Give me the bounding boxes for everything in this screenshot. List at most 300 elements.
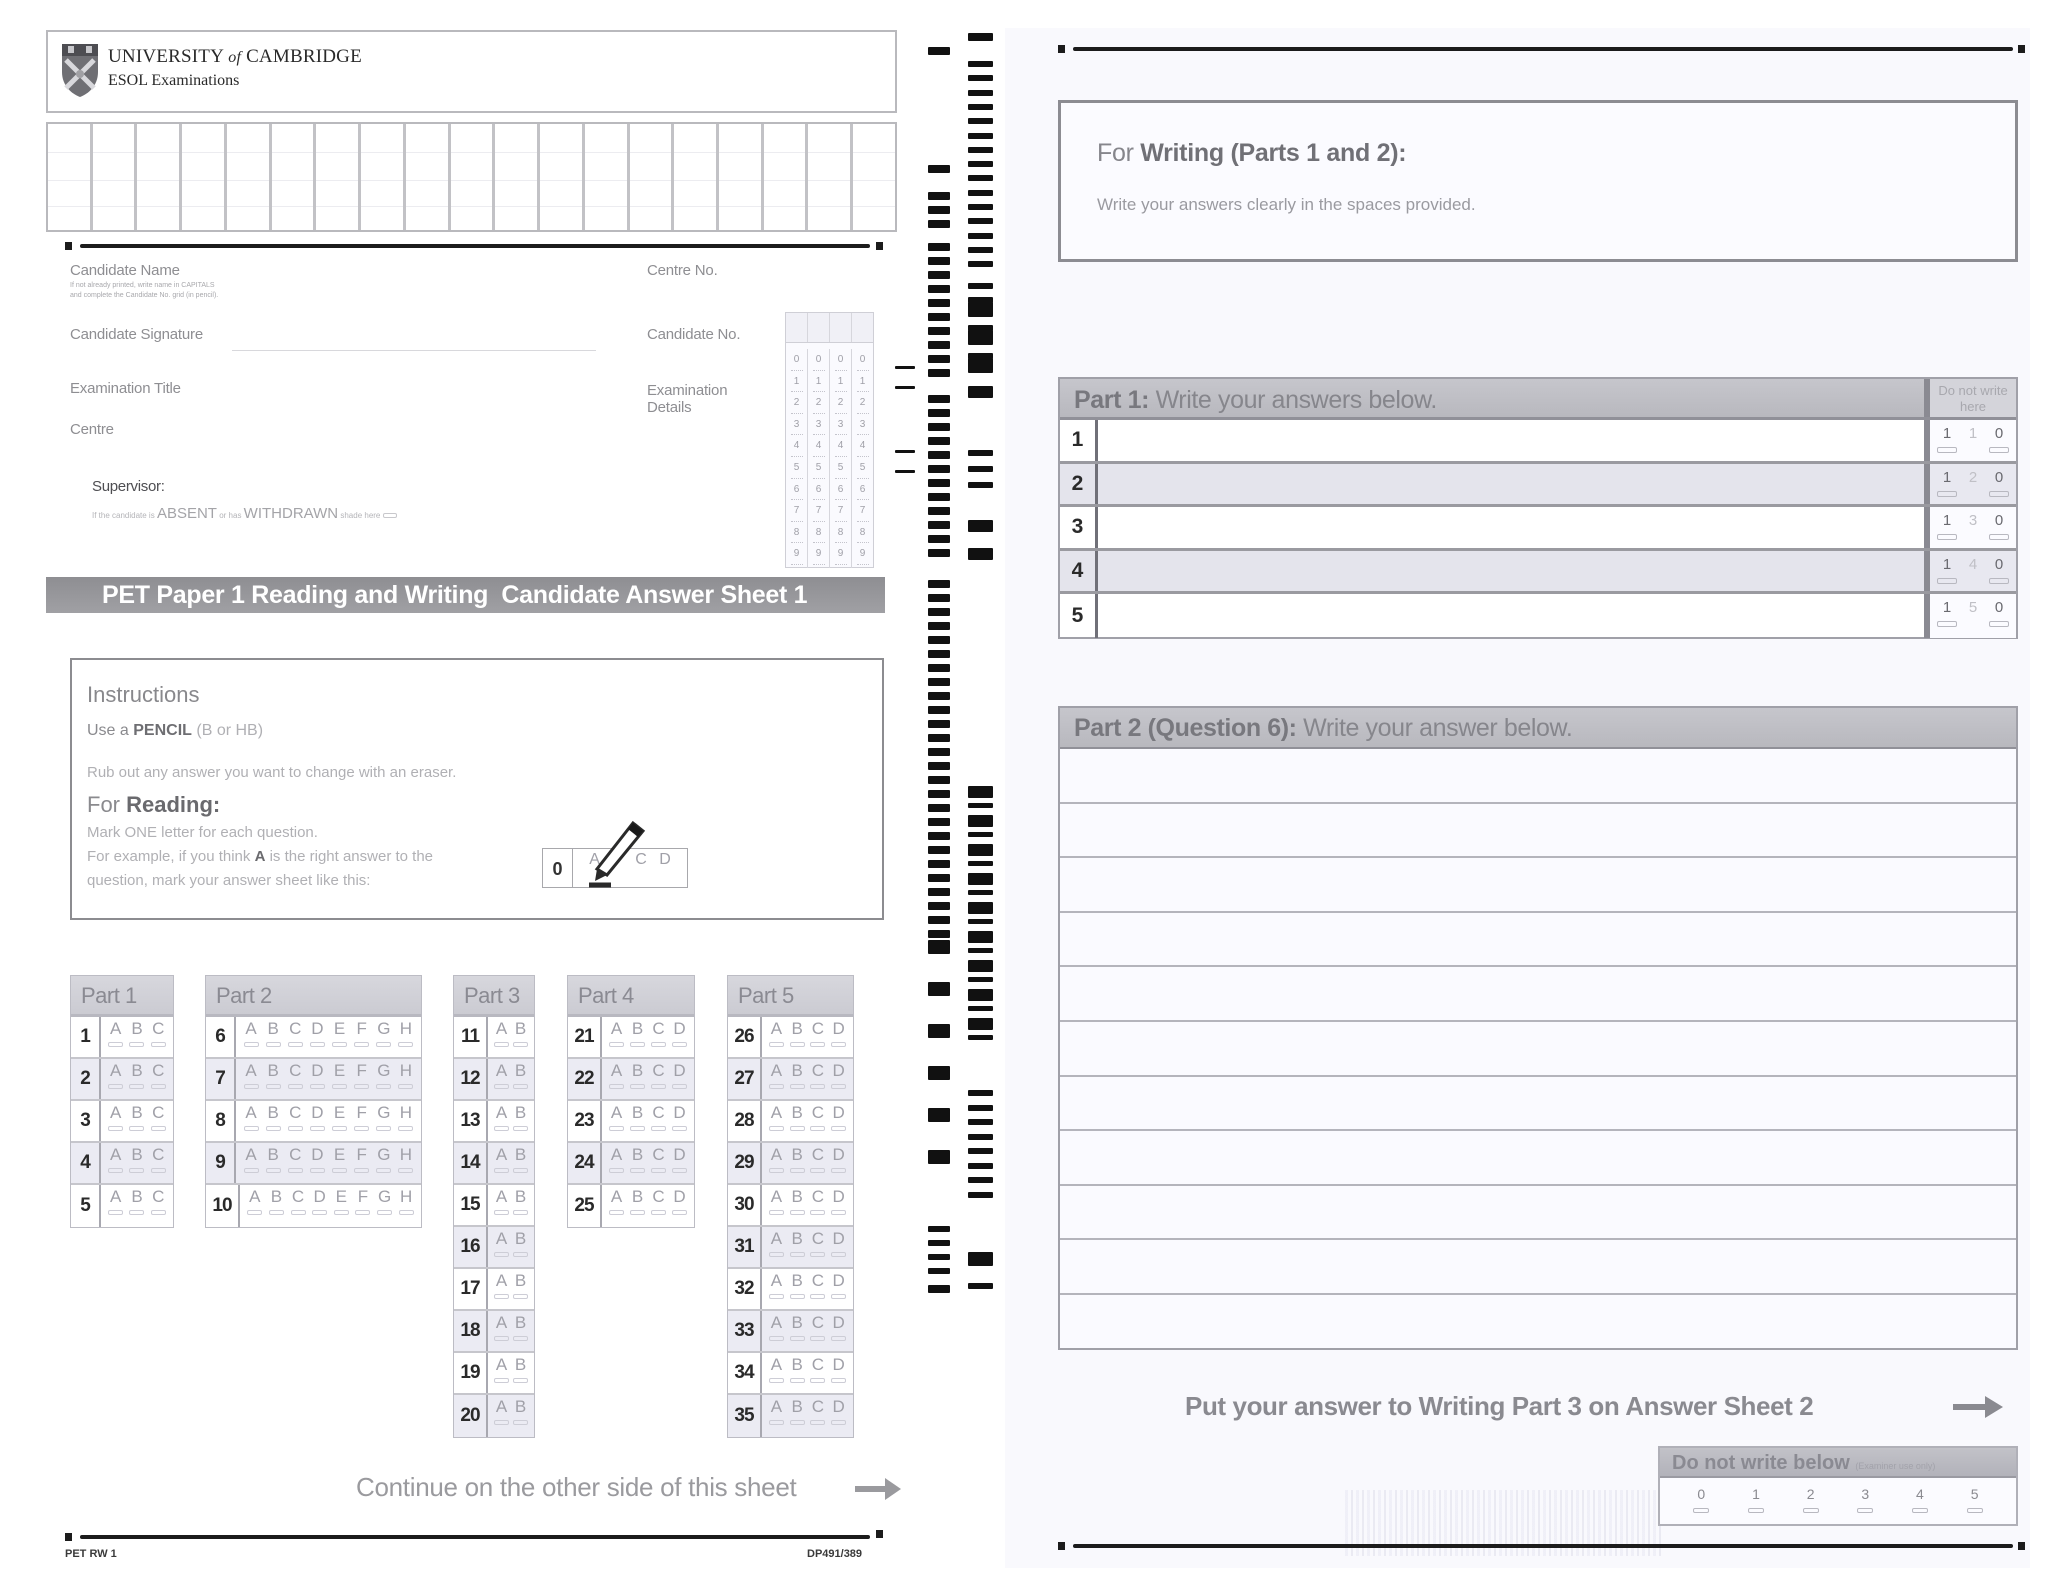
lozenge-mark[interactable]	[129, 1042, 144, 1047]
writing-answer-field[interactable]	[1098, 551, 1924, 592]
candidate-digit-lozenge[interactable]: 3	[835, 414, 847, 436]
lozenge-mark[interactable]	[1803, 1508, 1819, 1513]
answer-option-lozenge[interactable]	[513, 1062, 528, 1099]
lozenge-mark[interactable]	[108, 1084, 123, 1089]
answer-option-lozenge[interactable]	[769, 1188, 784, 1225]
candidate-digit-lozenge[interactable]: 6	[813, 479, 825, 501]
lozenge-mark[interactable]	[332, 1126, 347, 1131]
lozenge-mark[interactable]	[266, 1084, 281, 1089]
lozenge-mark[interactable]	[151, 1210, 166, 1215]
candidate-digit-lozenge[interactable]: 3	[791, 414, 803, 436]
answer-option-lozenge[interactable]	[831, 1188, 846, 1225]
lozenge-mark[interactable]	[310, 1042, 325, 1047]
writing-answer-field[interactable]	[1098, 594, 1924, 638]
examiner-mark[interactable]: 3	[1968, 512, 1978, 529]
lozenge-mark[interactable]	[609, 1084, 624, 1089]
examiner-score-mark[interactable]: 5	[1967, 1486, 1983, 1513]
answer-option-lozenge[interactable]	[513, 1230, 528, 1267]
candidate-digit-lozenge[interactable]: 2	[857, 392, 869, 414]
answer-option-lozenge[interactable]	[376, 1020, 391, 1057]
answer-option-lozenge[interactable]	[630, 1020, 645, 1057]
lozenge-mark[interactable]	[513, 1084, 528, 1089]
examiner-mark[interactable]: 5	[1968, 599, 1978, 616]
lozenge-mark[interactable]	[376, 1042, 391, 1047]
answer-option-lozenge[interactable]	[651, 1020, 666, 1057]
lozenge-mark[interactable]	[810, 1420, 825, 1425]
lozenge-mark[interactable]	[831, 1126, 846, 1131]
lozenge-mark[interactable]	[288, 1042, 303, 1047]
candidate-digit-lozenge[interactable]: 5	[813, 457, 825, 479]
answer-option-lozenge[interactable]	[288, 1104, 303, 1141]
answer-option-lozenge[interactable]	[288, 1020, 303, 1057]
candidate-digit-lozenge[interactable]: 9	[835, 543, 847, 565]
answer-option-lozenge[interactable]	[310, 1062, 325, 1099]
lozenge-mark[interactable]	[288, 1168, 303, 1173]
lozenge-mark[interactable]	[769, 1126, 784, 1131]
answer-option-lozenge[interactable]	[334, 1188, 349, 1227]
answer-option-lozenge[interactable]	[672, 1104, 687, 1141]
examiner-mark[interactable]: 0	[1989, 557, 2009, 592]
candidate-digit-lozenge[interactable]: 2	[791, 392, 803, 414]
lozenge-mark[interactable]	[790, 1084, 805, 1089]
lozenge-mark[interactable]	[769, 1168, 784, 1173]
lozenge-mark[interactable]	[810, 1042, 825, 1047]
answer-option-lozenge[interactable]	[398, 1062, 413, 1099]
examiner-score-mark[interactable]: 4	[1912, 1486, 1928, 1513]
answer-option-lozenge[interactable]	[810, 1146, 825, 1183]
lozenge-mark[interactable]	[494, 1336, 509, 1341]
lozenge-mark[interactable]	[513, 1378, 528, 1383]
candidate-digit-lozenge[interactable]: 7	[813, 500, 825, 522]
candidate-digit-lozenge[interactable]: 1	[835, 371, 847, 393]
writing-answer-line[interactable]	[1060, 967, 2016, 1022]
lozenge-mark[interactable]	[269, 1210, 284, 1215]
lozenge-mark[interactable]	[1967, 1508, 1983, 1513]
candidate-digit-lozenge[interactable]: 3	[857, 414, 869, 436]
answer-option-lozenge[interactable]	[790, 1398, 805, 1437]
answer-option-lozenge[interactable]	[288, 1146, 303, 1183]
lozenge-mark[interactable]	[151, 1042, 166, 1047]
answer-option-lozenge[interactable]	[108, 1188, 123, 1227]
lozenge-mark[interactable]	[790, 1042, 805, 1047]
answer-option-lozenge[interactable]	[513, 1146, 528, 1183]
candidate-digit-lozenge[interactable]: 0	[835, 349, 847, 371]
answer-option-lozenge[interactable]	[398, 1020, 413, 1057]
candidate-digit-lozenge[interactable]: 1	[813, 371, 825, 393]
answer-option-lozenge[interactable]	[244, 1020, 259, 1057]
candidate-digit-lozenge[interactable]: 5	[857, 457, 869, 479]
writing-answer-line[interactable]	[1060, 858, 2016, 913]
candidate-digit-lozenge[interactable]: 4	[791, 435, 803, 457]
answer-option-lozenge[interactable]	[494, 1272, 509, 1309]
lozenge-mark[interactable]	[513, 1210, 528, 1215]
lozenge-mark[interactable]	[513, 1168, 528, 1173]
examiner-score-mark[interactable]: 2	[1803, 1486, 1819, 1513]
lozenge-mark[interactable]	[769, 1336, 784, 1341]
answer-option-lozenge[interactable]	[513, 1104, 528, 1141]
lozenge-mark[interactable]	[266, 1042, 281, 1047]
candidate-digit-lozenge[interactable]: 7	[835, 500, 847, 522]
lozenge-mark[interactable]	[355, 1210, 370, 1215]
candidate-digit-lozenge[interactable]: 6	[835, 479, 847, 501]
lozenge-mark[interactable]	[494, 1084, 509, 1089]
candidate-digit-lozenge[interactable]: 7	[791, 500, 803, 522]
lozenge-mark[interactable]	[376, 1168, 391, 1173]
answer-option-lozenge[interactable]	[831, 1062, 846, 1099]
lozenge-mark[interactable]	[1937, 447, 1957, 453]
lozenge-mark[interactable]	[334, 1210, 349, 1215]
answer-option-lozenge[interactable]	[672, 1188, 687, 1227]
writing-answer-line[interactable]	[1060, 1131, 2016, 1186]
lozenge-mark[interactable]	[494, 1252, 509, 1257]
answer-option-lozenge[interactable]	[310, 1104, 325, 1141]
answer-option-lozenge[interactable]	[651, 1104, 666, 1141]
lozenge-mark[interactable]	[790, 1378, 805, 1383]
writing-answer-field[interactable]	[1098, 420, 1924, 461]
lozenge-mark[interactable]	[244, 1042, 259, 1047]
candidate-digit-lozenge[interactable]: 4	[835, 435, 847, 457]
lozenge-mark[interactable]	[609, 1210, 624, 1215]
answer-option-lozenge[interactable]	[108, 1146, 123, 1183]
candidate-digit-lozenge[interactable]: 9	[813, 543, 825, 565]
answer-option-lozenge[interactable]	[769, 1356, 784, 1393]
lozenge-mark[interactable]	[769, 1042, 784, 1047]
answer-option-lozenge[interactable]	[769, 1062, 784, 1099]
answer-option-lozenge[interactable]	[288, 1062, 303, 1099]
answer-option-lozenge[interactable]	[810, 1272, 825, 1309]
answer-option-lozenge[interactable]	[494, 1398, 509, 1437]
lozenge-mark[interactable]	[399, 1210, 414, 1215]
lozenge-mark[interactable]	[769, 1210, 784, 1215]
lozenge-mark[interactable]	[630, 1210, 645, 1215]
answer-option-lozenge[interactable]	[790, 1020, 805, 1057]
writing-answer-line[interactable]	[1060, 804, 2016, 859]
answer-option-lozenge[interactable]	[810, 1020, 825, 1057]
answer-option-lozenge[interactable]	[266, 1104, 281, 1141]
writing-answer-line[interactable]	[1060, 1186, 2016, 1241]
writing-answer-line[interactable]	[1060, 1295, 2016, 1350]
answer-option-lozenge[interactable]	[831, 1020, 846, 1057]
lozenge-mark[interactable]	[129, 1210, 144, 1215]
lozenge-mark[interactable]	[831, 1168, 846, 1173]
lozenge-mark[interactable]	[790, 1168, 805, 1173]
examiner-score-mark[interactable]: 3	[1857, 1486, 1873, 1513]
answer-option-lozenge[interactable]	[651, 1188, 666, 1227]
answer-option-lozenge[interactable]	[266, 1062, 281, 1099]
answer-option-lozenge[interactable]	[494, 1314, 509, 1351]
lozenge-mark[interactable]	[310, 1126, 325, 1131]
candidate-digit-lozenge[interactable]: 1	[857, 371, 869, 393]
candidate-digit-lozenge[interactable]: 0	[813, 349, 825, 371]
answer-option-lozenge[interactable]	[494, 1356, 509, 1393]
answer-option-lozenge[interactable]	[769, 1272, 784, 1309]
answer-option-lozenge[interactable]	[769, 1314, 784, 1351]
lozenge-mark[interactable]	[398, 1042, 413, 1047]
lozenge-mark[interactable]	[630, 1084, 645, 1089]
writing-answer-line[interactable]	[1060, 749, 2016, 804]
answer-option-lozenge[interactable]	[831, 1314, 846, 1351]
answer-option-lozenge[interactable]	[269, 1188, 284, 1227]
lozenge-mark[interactable]	[810, 1378, 825, 1383]
examiner-mark[interactable]: 0	[1989, 426, 2009, 461]
candidate-digit-lozenge[interactable]: 4	[857, 435, 869, 457]
lozenge-mark[interactable]	[129, 1126, 144, 1131]
lozenge-mark[interactable]	[494, 1420, 509, 1425]
lozenge-mark[interactable]	[494, 1126, 509, 1131]
answer-option-lozenge[interactable]	[129, 1188, 144, 1227]
lozenge-mark[interactable]	[769, 1378, 784, 1383]
answer-option-lozenge[interactable]	[672, 1146, 687, 1183]
answer-option-lozenge[interactable]	[513, 1272, 528, 1309]
answer-option-lozenge[interactable]	[630, 1188, 645, 1227]
lozenge-mark[interactable]	[494, 1210, 509, 1215]
lozenge-mark[interactable]	[831, 1084, 846, 1089]
answer-option-lozenge[interactable]	[810, 1104, 825, 1141]
answer-option-lozenge[interactable]	[630, 1062, 645, 1099]
lozenge-mark[interactable]	[310, 1084, 325, 1089]
candidate-digit-lozenge[interactable]: 0	[791, 349, 803, 371]
lozenge-mark[interactable]	[151, 1084, 166, 1089]
examiner-mark[interactable]: 2	[1968, 468, 1978, 486]
lozenge-mark[interactable]	[651, 1084, 666, 1089]
lozenge-mark[interactable]	[354, 1168, 369, 1173]
lozenge-mark[interactable]	[1937, 621, 1957, 627]
answer-option-lozenge[interactable]	[831, 1104, 846, 1141]
examiner-mark[interactable]: 1	[1937, 600, 1957, 638]
answer-option-lozenge[interactable]	[790, 1356, 805, 1393]
answer-option-lozenge[interactable]	[831, 1230, 846, 1267]
answer-option-lozenge[interactable]	[332, 1146, 347, 1183]
lozenge-mark[interactable]	[513, 1336, 528, 1341]
lozenge-mark[interactable]	[672, 1084, 687, 1089]
answer-option-lozenge[interactable]	[399, 1188, 414, 1227]
lozenge-mark[interactable]	[672, 1168, 687, 1173]
lozenge-mark[interactable]	[494, 1042, 509, 1047]
answer-option-lozenge[interactable]	[377, 1188, 392, 1227]
lozenge-mark[interactable]	[513, 1252, 528, 1257]
answer-option-lozenge[interactable]	[810, 1314, 825, 1351]
candidate-digit-lozenge[interactable]: 2	[835, 392, 847, 414]
candidate-digit-lozenge[interactable]: 3	[813, 414, 825, 436]
answer-option-lozenge[interactable]	[244, 1146, 259, 1183]
answer-option-lozenge[interactable]	[831, 1398, 846, 1437]
lozenge-mark[interactable]	[332, 1042, 347, 1047]
answer-option-lozenge[interactable]	[494, 1230, 509, 1267]
lozenge-mark[interactable]	[513, 1126, 528, 1131]
answer-option-lozenge[interactable]	[609, 1104, 624, 1141]
answer-option-lozenge[interactable]	[651, 1062, 666, 1099]
answer-option-lozenge[interactable]	[151, 1062, 166, 1099]
answer-option-lozenge[interactable]	[291, 1188, 306, 1227]
lozenge-mark[interactable]	[790, 1420, 805, 1425]
lozenge-mark[interactable]	[398, 1168, 413, 1173]
lozenge-mark[interactable]	[244, 1126, 259, 1131]
lozenge-mark[interactable]	[810, 1336, 825, 1341]
writing-answer-line[interactable]	[1060, 1022, 2016, 1077]
lozenge-mark[interactable]	[651, 1168, 666, 1173]
lozenge-mark[interactable]	[651, 1210, 666, 1215]
lozenge-mark[interactable]	[332, 1084, 347, 1089]
examiner-mark[interactable]: 1	[1937, 557, 1957, 592]
lozenge-mark[interactable]	[312, 1210, 327, 1215]
answer-option-lozenge[interactable]	[129, 1104, 144, 1141]
answer-option-lozenge[interactable]	[332, 1020, 347, 1057]
answer-option-lozenge[interactable]	[513, 1188, 528, 1225]
answer-option-lozenge[interactable]	[609, 1020, 624, 1057]
answer-option-lozenge[interactable]	[266, 1146, 281, 1183]
answer-option-lozenge[interactable]	[831, 1146, 846, 1183]
answer-option-lozenge[interactable]	[151, 1104, 166, 1141]
answer-option-lozenge[interactable]	[398, 1146, 413, 1183]
candidate-digit-lozenge[interactable]: 8	[857, 522, 869, 544]
lozenge-mark[interactable]	[108, 1210, 123, 1215]
lozenge-mark[interactable]	[1989, 447, 2009, 453]
answer-option-lozenge[interactable]	[790, 1314, 805, 1351]
lozenge-mark[interactable]	[609, 1168, 624, 1173]
answer-option-lozenge[interactable]	[769, 1146, 784, 1183]
lozenge-mark[interactable]	[288, 1084, 303, 1089]
lozenge-mark[interactable]	[810, 1294, 825, 1299]
answer-option-lozenge[interactable]	[376, 1062, 391, 1099]
answer-option-lozenge[interactable]	[310, 1146, 325, 1183]
answer-option-lozenge[interactable]	[354, 1020, 369, 1057]
examiner-mark[interactable]: 0	[1989, 513, 2009, 548]
lozenge-mark[interactable]	[831, 1210, 846, 1215]
lozenge-mark[interactable]	[244, 1168, 259, 1173]
answer-option-lozenge[interactable]	[790, 1188, 805, 1225]
lozenge-mark[interactable]	[831, 1252, 846, 1257]
lozenge-mark[interactable]	[672, 1042, 687, 1047]
lozenge-mark[interactable]	[630, 1126, 645, 1131]
lozenge-mark[interactable]	[354, 1042, 369, 1047]
candidate-digit-lozenge[interactable]: 0	[857, 349, 869, 371]
lozenge-mark[interactable]	[651, 1126, 666, 1131]
lozenge-mark[interactable]	[376, 1126, 391, 1131]
lozenge-mark[interactable]	[1989, 578, 2009, 584]
lozenge-mark[interactable]	[831, 1042, 846, 1047]
lozenge-mark[interactable]	[398, 1126, 413, 1131]
examiner-mark[interactable]: 0	[1989, 470, 2009, 505]
candidate-digit-lozenge[interactable]: 7	[857, 500, 869, 522]
answer-option-lozenge[interactable]	[332, 1062, 347, 1099]
answer-option-lozenge[interactable]	[494, 1188, 509, 1225]
lozenge-mark[interactable]	[810, 1084, 825, 1089]
lozenge-mark[interactable]	[332, 1168, 347, 1173]
candidate-digit-lozenge[interactable]: 8	[791, 522, 803, 544]
lozenge-mark[interactable]	[630, 1042, 645, 1047]
lozenge-mark[interactable]	[810, 1168, 825, 1173]
answer-option-lozenge[interactable]	[810, 1230, 825, 1267]
lozenge-mark[interactable]	[609, 1042, 624, 1047]
lozenge-mark[interactable]	[310, 1168, 325, 1173]
answer-option-lozenge[interactable]	[513, 1356, 528, 1393]
answer-option-lozenge[interactable]	[790, 1104, 805, 1141]
candidate-digit-lozenge[interactable]: 9	[791, 543, 803, 565]
answer-option-lozenge[interactable]	[769, 1104, 784, 1141]
writing-answer-line[interactable]	[1060, 1077, 2016, 1132]
answer-option-lozenge[interactable]	[129, 1062, 144, 1099]
answer-option-lozenge[interactable]	[310, 1020, 325, 1057]
answer-option-lozenge[interactable]	[129, 1020, 144, 1057]
candidate-digit-lozenge[interactable]: 6	[857, 479, 869, 501]
answer-option-lozenge[interactable]	[266, 1020, 281, 1057]
lozenge-mark[interactable]	[1748, 1508, 1764, 1513]
answer-option-lozenge[interactable]	[108, 1020, 123, 1057]
answer-option-lozenge[interactable]	[355, 1188, 370, 1227]
lozenge-mark[interactable]	[288, 1126, 303, 1131]
answer-option-lozenge[interactable]	[354, 1104, 369, 1141]
lozenge-mark[interactable]	[513, 1420, 528, 1425]
answer-option-lozenge[interactable]	[630, 1146, 645, 1183]
lozenge-mark[interactable]	[108, 1042, 123, 1047]
answer-option-lozenge[interactable]	[398, 1104, 413, 1141]
lozenge-mark[interactable]	[1937, 534, 1957, 540]
answer-option-lozenge[interactable]	[831, 1356, 846, 1393]
answer-option-lozenge[interactable]	[151, 1020, 166, 1057]
lozenge-mark[interactable]	[108, 1168, 123, 1173]
lozenge-mark[interactable]	[630, 1168, 645, 1173]
answer-option-lozenge[interactable]	[769, 1398, 784, 1437]
lozenge-mark[interactable]	[354, 1084, 369, 1089]
answer-option-lozenge[interactable]	[651, 1146, 666, 1183]
answer-option-lozenge[interactable]	[672, 1062, 687, 1099]
lozenge-mark[interactable]	[769, 1084, 784, 1089]
candidate-digit-lozenge[interactable]: 8	[813, 522, 825, 544]
lozenge-mark[interactable]	[790, 1252, 805, 1257]
examiner-score-mark[interactable]: 0	[1693, 1486, 1709, 1513]
answer-option-lozenge[interactable]	[108, 1104, 123, 1141]
lozenge-mark[interactable]	[151, 1168, 166, 1173]
answer-option-lozenge[interactable]	[247, 1188, 262, 1227]
examiner-mark[interactable]: 1	[1937, 470, 1957, 505]
candidate-number-grid[interactable]	[785, 312, 874, 568]
answer-option-lozenge[interactable]	[609, 1146, 624, 1183]
answer-option-lozenge[interactable]	[672, 1020, 687, 1057]
lozenge-mark[interactable]	[291, 1210, 306, 1215]
lozenge-mark[interactable]	[790, 1294, 805, 1299]
lozenge-mark[interactable]	[1937, 578, 1957, 584]
lozenge-mark[interactable]	[494, 1294, 509, 1299]
lozenge-mark[interactable]	[494, 1168, 509, 1173]
answer-option-lozenge[interactable]	[129, 1146, 144, 1183]
answer-option-lozenge[interactable]	[769, 1020, 784, 1057]
answer-option-lozenge[interactable]	[790, 1146, 805, 1183]
absent-lozenge[interactable]	[383, 513, 397, 518]
answer-option-lozenge[interactable]	[494, 1020, 509, 1057]
answer-option-lozenge[interactable]	[769, 1230, 784, 1267]
examiner-mark[interactable]: 1	[1968, 425, 1978, 442]
answer-option-lozenge[interactable]	[810, 1188, 825, 1225]
answer-option-lozenge[interactable]	[790, 1062, 805, 1099]
lozenge-mark[interactable]	[377, 1210, 392, 1215]
lozenge-mark[interactable]	[244, 1084, 259, 1089]
answer-option-lozenge[interactable]	[108, 1062, 123, 1099]
lozenge-mark[interactable]	[831, 1420, 846, 1425]
lozenge-mark[interactable]	[810, 1210, 825, 1215]
answer-option-lozenge[interactable]	[494, 1146, 509, 1183]
answer-option-lozenge[interactable]	[354, 1062, 369, 1099]
lozenge-mark[interactable]	[513, 1294, 528, 1299]
lozenge-mark[interactable]	[494, 1378, 509, 1383]
lozenge-mark[interactable]	[651, 1042, 666, 1047]
lozenge-mark[interactable]	[831, 1378, 846, 1383]
lozenge-mark[interactable]	[769, 1252, 784, 1257]
answer-option-lozenge[interactable]	[810, 1356, 825, 1393]
answer-option-lozenge[interactable]	[376, 1146, 391, 1183]
lozenge-mark[interactable]	[1937, 491, 1957, 497]
answer-option-lozenge[interactable]	[810, 1398, 825, 1437]
answer-option-lozenge[interactable]	[332, 1104, 347, 1141]
